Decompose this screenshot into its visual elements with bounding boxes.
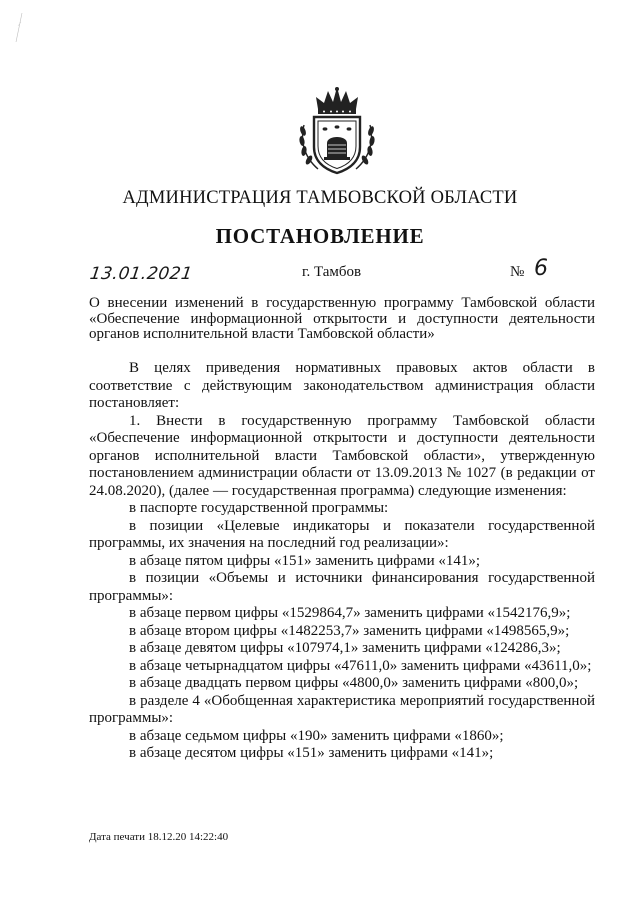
body-paragraph: в абзаце первом цифры «1529864,7» заменить цифрами «1542176,9»; [129,605,571,621]
document-body [89,360,595,763]
body-paragraph: 1. Внести в государственную программу Тамбовской области «Обеспечение информационной открытости и доступности деятельности органов исполнительной власти Тамбовской области», утвержденную постановлением администрации области от 13.09.2013 № 1027 (в редакции от 24.08.2020), (далее — государственная программа) следующие изменения: [89,412,595,499]
tambov-coat-of-arms-icon [294,85,380,177]
organization-name: АДМИНИСТРАЦИЯ ТАМБОВСКОЙ ОБЛАСТИ [122,188,518,208]
document-type: ПОСТАНОВЛЕНИЕ [215,224,425,248]
body-paragraph: в абзаце десятом цифры «151» заменить цифрами «141»; [129,745,494,761]
document-meta-row [0,256,640,288]
handwritten-date: 13.01.2021 [88,264,194,284]
handwritten-number: 6 [534,256,548,281]
city-label: г. Тамбов [302,264,362,280]
body-paragraph: в абзаце девятом цифры «107974,1» заменить цифрами «124286,3»; [129,640,561,656]
body-paragraph: в разделе 4 «Обобщенная характеристика мероприятий государственной программы»: [89,692,595,726]
print-date: Дата печати 18.12.20 14:22:40 [89,831,229,843]
body-paragraph: в абзаце пятом цифры «151» заменить цифрами «141»; [129,552,481,569]
body-paragraph: в абзаце четырнадцатом цифры «47611,0» заменить цифрами «43611,0»; [129,657,592,674]
body-paragraph: В целях приведения нормативных правовых актов области в соответствие с действующим законодательством администрация области постановляет: [89,360,595,411]
number-label: № [510,264,525,280]
body-paragraph: в паспорте государственной программы: [129,500,389,516]
body-paragraph: в абзаце двадцать первом цифры «4800,0» заменить цифрами «800,0»; [129,675,579,691]
body-paragraph: в абзаце седьмом цифры «190» заменить цифрами «1860»; [129,727,504,744]
body-paragraph: в позиции «Объемы и источники финансирования государственной программы»: [89,570,595,604]
document-subject: О внесении изменений в государственную программу Тамбовской области «Обеспечение информационной открытости и доступности деятельности органов исполнительной власти Тамбовской области» [89,295,595,342]
scan-mark [14,12,24,44]
body-paragraph: в абзаце втором цифры «1482253,7» заменить цифрами «1498565,9»; [129,622,570,639]
body-paragraph: в позиции «Целевые индикаторы и показатели государственной программы, их значения на последний год реализации»: [89,517,595,551]
